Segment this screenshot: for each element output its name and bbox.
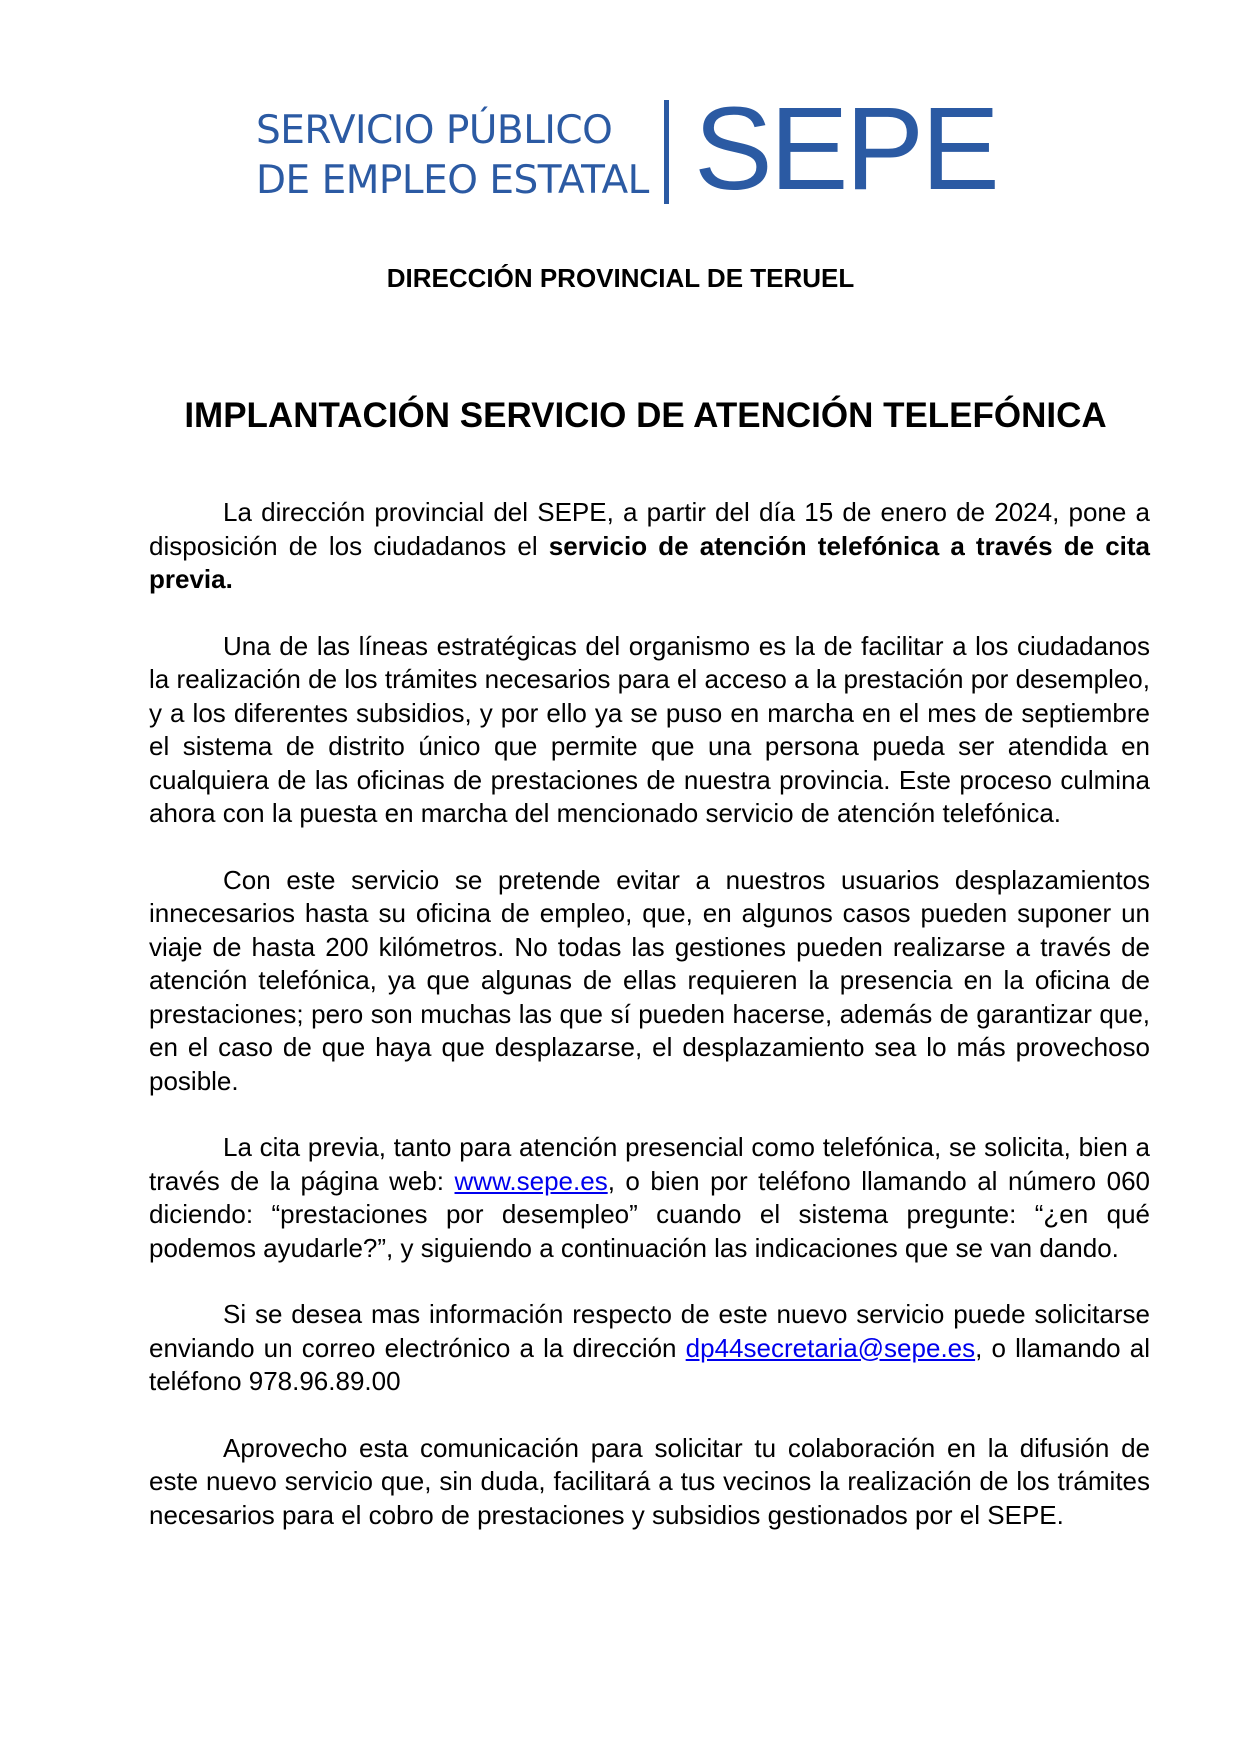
paragraph-1-bold: servicio de atención telefónica a través de cita previa. — [149, 530, 1150, 594]
paragraph-4 — [149, 1131, 1150, 1265]
logo-divider — [664, 100, 669, 204]
paragraph-5-text-after: , o llamando al teléfono 978.96.89.00 — [149, 1332, 1150, 1396]
document-body — [149, 496, 1150, 1565]
logo-line-1: SERVICIO PÚBLICO — [256, 108, 613, 153]
province-heading: DIRECCIÓN PROVINCIAL DE TERUEL — [386, 263, 855, 293]
paragraph-4-text-before: La cita previa, tanto para atención presencial como telefónica, se solicita, bien a través de la página web: — [149, 1132, 1150, 1196]
logo-acronym: SEPE — [694, 83, 997, 215]
logo-line-2: DE EMPLEO ESTATAL — [256, 158, 649, 203]
paragraph-5-text-before: Si se desea mas información respecto de este nuevo servicio puede solicitarse enviando un correo electrónico a la dirección — [149, 1299, 1150, 1363]
sepe-logo — [256, 83, 997, 215]
email-link[interactable]: dp44secretaria@sepe.es — [685, 1332, 976, 1363]
paragraph-2: Una de las líneas estratégicas del organismo es la de facilitar a los ciudadanos la realización de los trámites necesarios para el acceso a la prestación por desempleo, y a los diferentes subsidios, y por ello ya se puso en marcha en el mes de septiembre el sistema de distrito único que permite que una persona pueda ser atendida en cualquiera de las oficinas de prestaciones de nuestra provincia. Este proceso culmina ahora con la puesta en marcha del mencionado servicio de atención telefónica. — [149, 630, 1150, 828]
paragraph-5 — [149, 1298, 1150, 1399]
paragraph-1 — [149, 496, 1150, 597]
paragraph-6: Aprovecho esta comunicación para solicitar tu colaboración en la difusión de este nuevo servicio que, sin duda, facilitará a tus vecinos la realización de los trámites necesarios para el cobro de prestaciones y subsidios gestionados por el SEPE. — [149, 1432, 1150, 1530]
paragraph-4-text-after: , o bien por teléfono llamando al número 060 diciendo: “prestaciones por desempleo” cuando el sistema pregunte: “¿en qué podemos ayudarle?”, y siguiendo a continuación las indicaciones que se van dando. — [149, 1165, 1151, 1263]
paragraph-1-text: La dirección provincial del SEPE, a partir del día 15 de enero de 2024, pone a disposición de los ciudadanos el — [149, 497, 1150, 561]
document-title: IMPLANTACIÓN SERVICIO DE ATENCIÓN TELEFÓNICA — [184, 396, 1107, 435]
paragraph-3: Con este servicio se pretende evitar a nuestros usuarios desplazamientos innecesarios hasta su oficina de empleo, que, en algunos casos pueden suponer un viaje de hasta 200 kilómetros. No todas las gestiones pueden realizarse a través de atención telefónica, ya que algunas de ellas requieren la presencia en la oficina de prestaciones; pero son muchas las que sí pueden hacerse, además de garantizar que, en el caso de que haya que desplazarse, el desplazamiento sea lo más provechoso posible. — [149, 864, 1150, 1096]
sepe-website-link[interactable]: www.sepe.es — [454, 1165, 608, 1196]
